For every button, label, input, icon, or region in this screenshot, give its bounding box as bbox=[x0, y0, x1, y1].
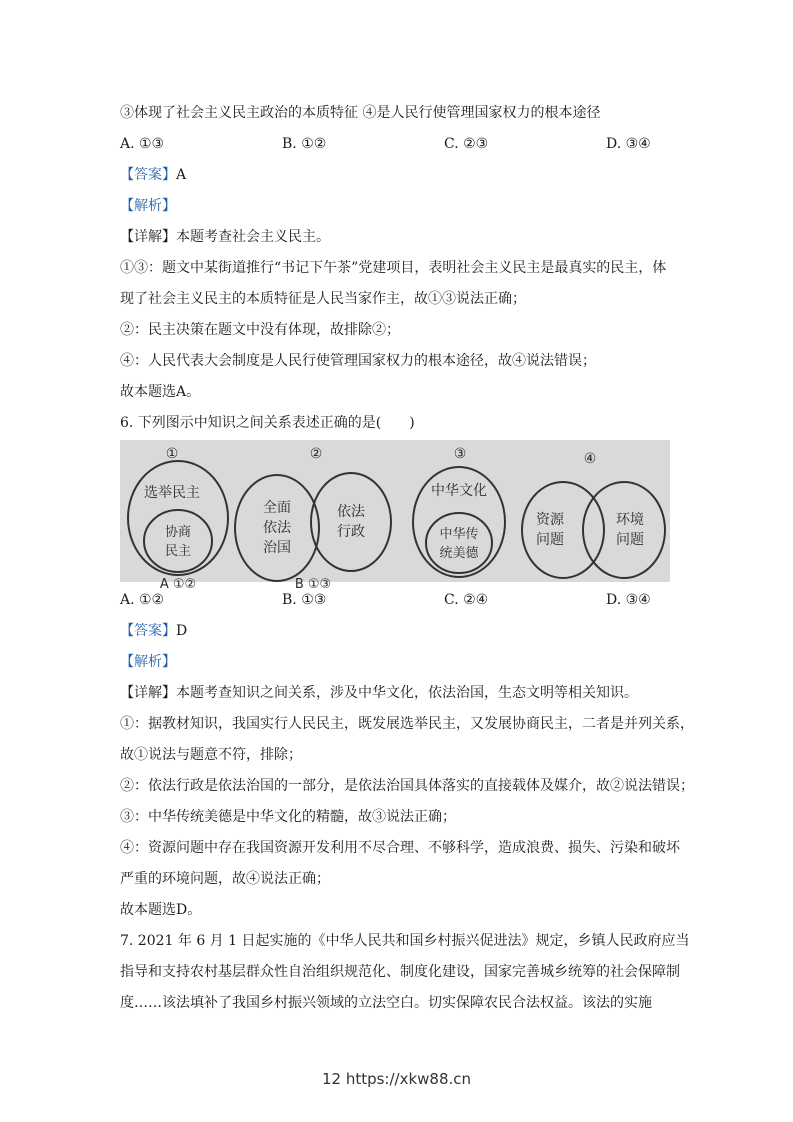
d2-left-label-1: 全面 bbox=[263, 500, 291, 516]
q5-explain-3: ④：人民代表大会制度是人民行使管理国家权力的根本途径，故④说法错误； bbox=[120, 353, 596, 369]
q5-analysis-tag: 【解析】 bbox=[120, 198, 176, 214]
q6-explain-4a: ④：资源问题中存在我国资源开发利用不尽合理、不够科学，造成浪费、损失、污染和破坏 bbox=[120, 840, 680, 856]
q6-explain-2: ②：依法行政是依法治国的一部分，是依法治国具体落实的直接载体及媒介，故②说法错误； bbox=[120, 778, 694, 794]
q6-answer bbox=[120, 621, 187, 641]
answer-tag: 【答案】 bbox=[120, 623, 176, 639]
d2-right-label-1: 依法 bbox=[337, 504, 365, 520]
q5-option-b: B. ①② bbox=[282, 136, 327, 152]
d4-number: ④ bbox=[583, 451, 597, 467]
d3-inner-label-2: 统美德 bbox=[439, 546, 479, 561]
page-footer: 12 https://xkw88.cn bbox=[321, 1070, 472, 1088]
q6-option-b: B. ①③ bbox=[282, 592, 327, 608]
q5-conclusion: 故本题选A。 bbox=[120, 384, 201, 400]
d3-inner-circle bbox=[426, 513, 492, 573]
d1-bottom-fragment: A ①② bbox=[159, 577, 197, 592]
q7-stem-2: 指导和支持农村基层群众性自治组织规范化、制度化建设，国家完善城乡统筹的社会保障制 bbox=[120, 964, 680, 980]
d4-right-label-2: 问题 bbox=[616, 532, 644, 548]
d2-bottom-fragment: B ①③ bbox=[294, 577, 332, 592]
q6-explain-3: ③：中华传统美德是中华文化的精髓，故③说法正确； bbox=[120, 809, 456, 825]
d4-left-circle bbox=[522, 482, 604, 578]
q6-stem: 6. 下列图示中知识之间关系表述正确的是( ) bbox=[120, 415, 415, 431]
q5-option-a: A. ①③ bbox=[120, 136, 165, 152]
q5-explain-2: ②：民主决策在题文中没有体现，故排除②； bbox=[120, 322, 400, 338]
d1-inner-circle bbox=[144, 510, 212, 572]
q7-stem-1: 7. 2021 年 6 月 1 日起实施的《中华人民共和国乡村振兴促进法》规定，乡镇人民政府应当 bbox=[120, 933, 690, 949]
q7-stem-3: 度……该法填补了我国乡村振兴领域的立法空白。切实保障农民合法权益。该法的实施 bbox=[120, 995, 652, 1011]
d2-left-label-2: 依法 bbox=[263, 520, 291, 536]
answer-value: A bbox=[176, 167, 187, 183]
q6-explain-1a: ①：据教材知识，我国实行人民民主，既发展选举民主，又发展协商民主，二者是并列关系， bbox=[120, 716, 694, 732]
d2-right-circle bbox=[311, 473, 391, 571]
d4-right-label-1: 环境 bbox=[616, 512, 644, 528]
answer-tag: 【答案】 bbox=[120, 167, 176, 183]
q5-detail: 【详解】本题考查社会主义民主。 bbox=[120, 229, 330, 245]
q6-detail: 【详解】本题考查知识之间关系，涉及中华文化，依法治国，生态文明等相关知识。 bbox=[120, 685, 638, 701]
d1-number: ① bbox=[165, 446, 179, 462]
q6-option-d: D. ③④ bbox=[606, 592, 651, 608]
q6-option-c: C. ②④ bbox=[444, 592, 489, 608]
d3-inner-label-1: 中华传 bbox=[439, 527, 479, 542]
q6-explain-4b: 严重的环境问题，故④说法正确； bbox=[120, 871, 330, 887]
d2-right-label-2: 行政 bbox=[337, 524, 365, 540]
q5-option-d: D. ③④ bbox=[606, 136, 651, 152]
d1-inner-label-1: 协商 bbox=[164, 525, 192, 540]
q6-conclusion: 故本题选D。 bbox=[120, 902, 202, 918]
q6-analysis-tag: 【解析】 bbox=[120, 654, 176, 670]
d2-number: ② bbox=[309, 446, 323, 462]
d4-right-circle bbox=[583, 482, 665, 578]
d3-outer-label: 中华文化 bbox=[431, 483, 487, 499]
d3-number: ③ bbox=[453, 446, 467, 462]
q5-explain-1b: 现了社会主义民主的本质特征是人民当家作主，故①③说法正确； bbox=[120, 291, 526, 307]
q5-option-c: C. ②③ bbox=[444, 136, 489, 152]
option-intro-line: ③体现了社会主义民主政治的本质特征 ④是人民行使管理国家权力的根本途径 bbox=[120, 105, 601, 121]
q5-answer bbox=[120, 165, 186, 185]
q6-diagram bbox=[120, 440, 670, 592]
d4-left-label-2: 问题 bbox=[536, 532, 564, 548]
d1-inner-label-2: 民主 bbox=[164, 544, 192, 559]
d2-left-label-3: 治国 bbox=[263, 540, 291, 556]
q6-option-a: A. ①② bbox=[120, 592, 165, 608]
q5-explain-1a: ①③：题文中某街道推行“书记下午茶”党建项目，表明社会主义民主是最真实的民主，体 bbox=[120, 260, 667, 276]
answer-value: D bbox=[176, 623, 188, 639]
q6-explain-1b: 故①说法与题意不符，排除； bbox=[120, 747, 302, 763]
d4-left-label-1: 资源 bbox=[536, 512, 564, 528]
d1-outer-label: 选举民主 bbox=[144, 485, 200, 501]
